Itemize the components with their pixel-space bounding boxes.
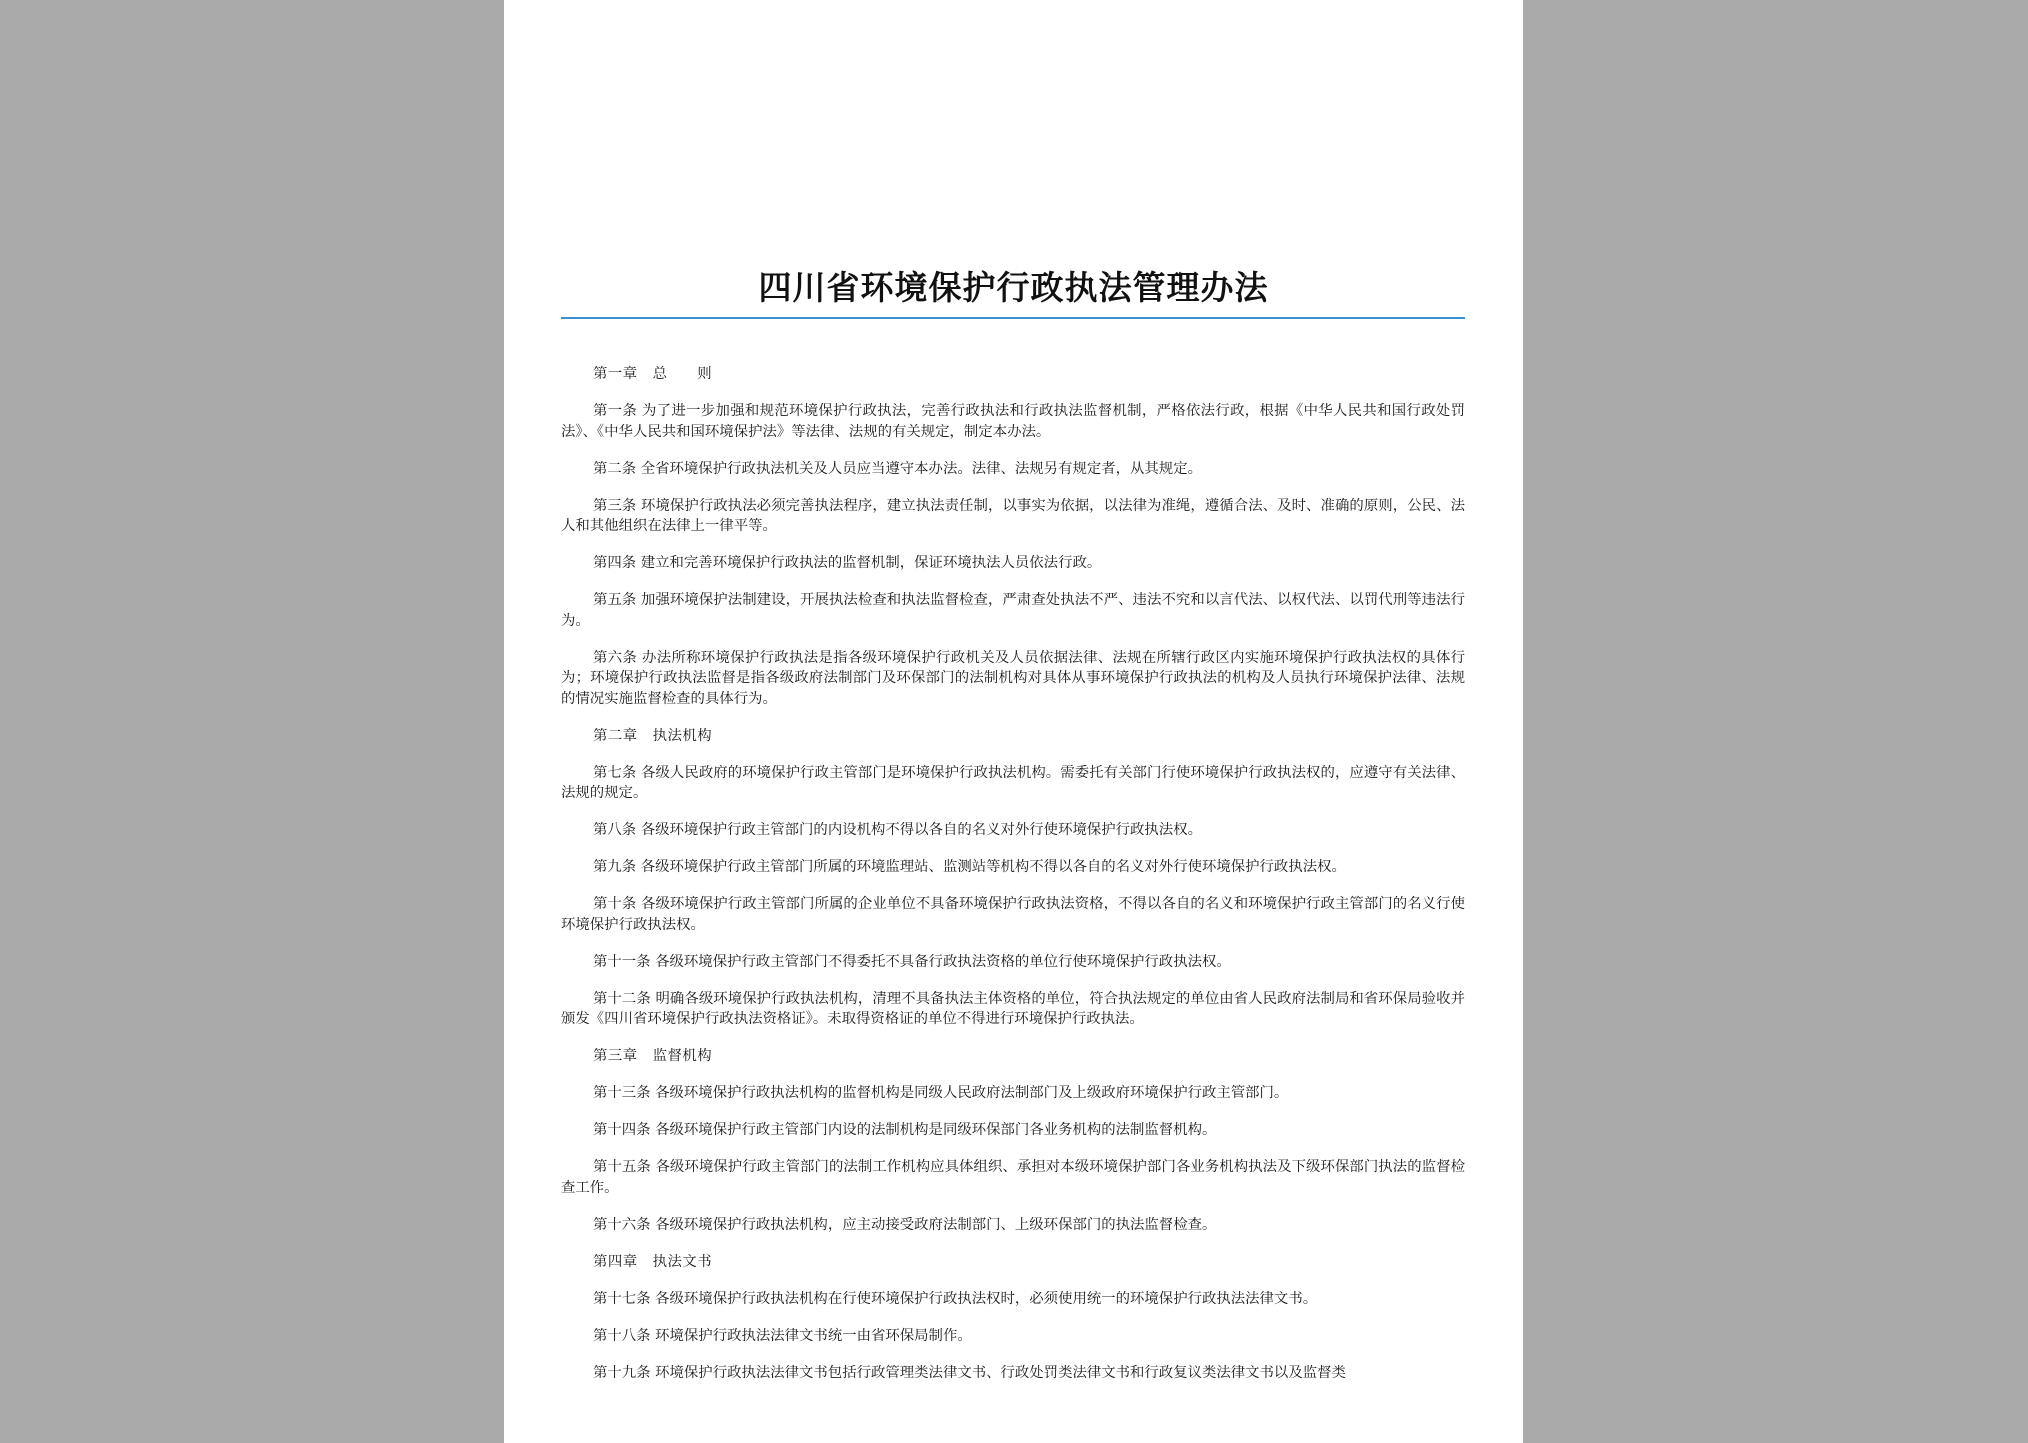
- article-paragraph: 第八条 各级环境保护行政主管部门的内设机构不得以各自的名义对外行使环境保护行政执法权。: [593, 822, 1202, 838]
- article-paragraph: 第四条 建立和完善环境保护行政执法的监督机制，保证环境执法人员依法行政。: [593, 555, 1102, 571]
- article-paragraph: 第十五条 各级环境保护行政主管部门的法制工作机构应具体组织、承担对本级环境保护部门各业务机构执法及下级环保部门执法的监督检查工作。: [561, 1159, 1465, 1196]
- chapter-heading: 第二章 执法机构: [593, 727, 713, 744]
- article-paragraph: 第十四条 各级环境保护行政主管部门内设的法制机构是同级环保部门各业务机构的法制监督机构。: [593, 1122, 1217, 1138]
- chapter-heading: 第一章 总 则: [593, 366, 713, 382]
- document-body: [561, 364, 1465, 1400]
- article-paragraph: 第十条 各级环境保护行政主管部门所属的企业单位不具备环境保护行政执法资格，不得以各自的名义和环境保护行政主管部门的名义行使环境保护行政执法权。: [561, 896, 1465, 933]
- article-paragraph: 第十三条 各级环境保护行政执法机构的监督机构是同级人民政府法制部门及上级政府环境保护行政主管部门。: [593, 1085, 1289, 1101]
- document-page: [504, 0, 1523, 1443]
- article-paragraph: 第十九条 环境保护行政执法法律文书包括行政管理类法律文书、行政处罚类法律文书和行政复议类法律文书以及监督类: [593, 1364, 1346, 1381]
- article-paragraph: 第二条 全省环境保护行政执法机关及人员应当遵守本办法。法律、法规另有规定者，从其规定。: [593, 460, 1202, 477]
- document-title: 四川省环境保护行政执法管理办法: [758, 268, 1269, 307]
- article-paragraph: 第五条 加强环境保护法制建设，开展执法检查和执法监督检查，严肃查处执法不严、违法不究和以言代法、以权代法、以罚代刑等违法行为。: [561, 592, 1465, 629]
- chapter-heading: 第四章 执法文书: [593, 1253, 713, 1270]
- article-paragraph: 第七条 各级人民政府的环境保护行政主管部门是环境保护行政执法机构。需委托有关部门行使环境保护行政执法权的，应遵守有关法律、法规的规定。: [561, 764, 1465, 801]
- article-paragraph: 第十六条 各级环境保护行政执法机构，应主动接受政府法制部门、上级环保部门的执法监督检查。: [593, 1216, 1217, 1233]
- article-paragraph: 第三条 环境保护行政执法必须完善执法程序，建立执法责任制，以事实为依据，以法律为准绳，遵循合法、及时、准确的原则，公民、法人和其他组织在法律上一律平等。: [561, 497, 1465, 534]
- chapter-heading: 第三章 监督机构: [593, 1048, 713, 1064]
- article-paragraph: 第十二条 明确各级环境保护行政执法机构，清理不具备执法主体资格的单位，符合执法规定的单位由省人民政府法制局和省环保局验收并颁发《四川省环境保护行政执法资格证》。未取得资格证的单位不得进行环境保护行政执法。: [561, 990, 1465, 1027]
- title-divider: [561, 317, 1465, 319]
- article-paragraph: 第一条 为了进一步加强和规范环境保护行政执法，完善行政执法和行政执法监督机制，严格依法行政，根据《中华人民共和国行政处罚法》、《中华人民共和国环境保护法》等法律、法规的有关规定，制定本办法。: [561, 403, 1465, 440]
- article-paragraph: 第十七条 各级环境保护行政执法机构在行使环境保护行政执法权时，必须使用统一的环境保护行政执法法律文书。: [593, 1290, 1318, 1307]
- article-paragraph: 第六条 办法所称环境保护行政执法是指各级环境保护行政机关及人员依据法律、法规在所辖行政区内实施环境保护行政执法权的具体行为；环境保护行政执法监督是指各级政府法制部门及环保部门的法制机构对具体从事环境保护行政执法的机构及人员执行环境保护法律、法规的情况实施监督检查的具体行为。: [561, 649, 1465, 707]
- article-paragraph: 第十八条 环境保护行政执法法律文书统一由省环保局制作。: [593, 1327, 972, 1344]
- article-paragraph: 第九条 各级环境保护行政主管部门所属的环境监理站、监测站等机构不得以各自的名义对外行使环境保护行政执法权。: [593, 859, 1346, 875]
- article-paragraph: 第十一条 各级环境保护行政主管部门不得委托不具备行政执法资格的单位行使环境保护行政执法权。: [593, 953, 1231, 970]
